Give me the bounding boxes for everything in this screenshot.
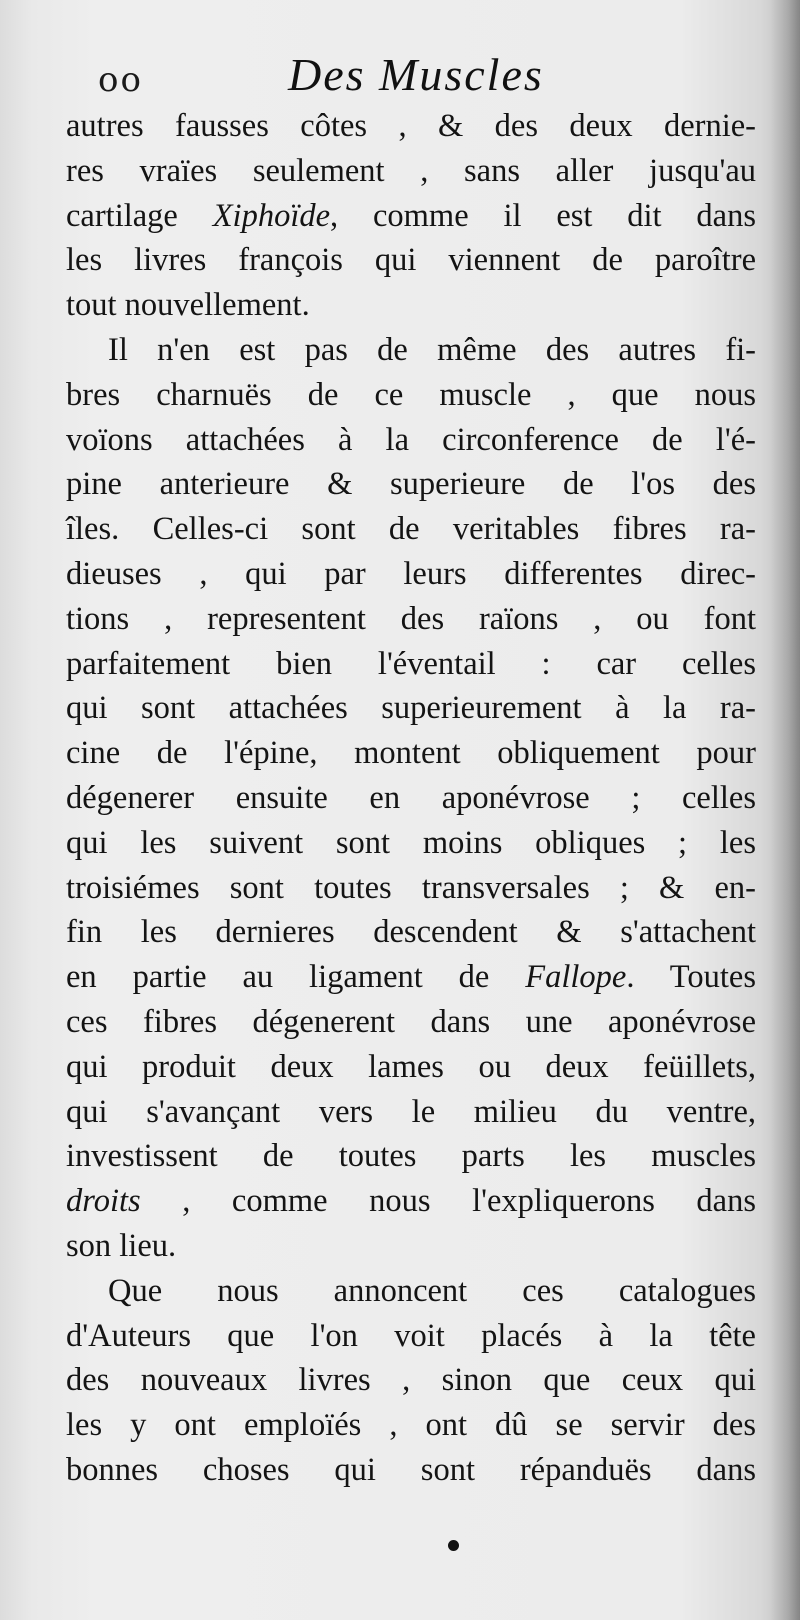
body-text [66,104,756,1493]
text-line [66,955,756,1000]
text-line: tions , representent des raïons , ou font [66,600,756,637]
ornament-dot [448,1540,459,1551]
text-line: pine anterieure & superieure de l'os des [66,466,756,503]
text-line [66,194,756,239]
text-segment: en partie au ligament de [66,959,526,996]
text-line: qui les suivent sont moins obliques ; les [66,824,756,861]
italic-term: droits [66,1183,141,1220]
text-segment: cartilage [66,197,213,234]
text-line: investissent de toutes parts les muscles [66,1138,756,1175]
text-line: dieuses , qui par leurs differentes direc- [66,555,756,592]
text-line: qui produit deux lames ou deux feüillets, [66,1048,756,1085]
text-line: fin les dernieres descendent & s'attachent [66,914,756,951]
italic-term: Fallope [525,959,627,996]
text-line: son lieu. [66,1227,177,1264]
text-line: qui s'avançant vers le milieu du ventre, [66,1093,756,1130]
text-line [66,1179,756,1224]
binding-shadow [770,0,800,1620]
text-line: ces fibres dégenerent dans une aponévrose [66,1003,756,1040]
italic-term: Xiphoïde [212,197,331,234]
text-line: cine de l'épine, montent obliquement pour [66,735,756,772]
text-line: dégenerer ensuite en aponévrose ; celles [66,779,756,816]
text-line: des nouveaux livres , sinon que ceux qui [66,1362,756,1399]
text-line: bres charnuës de ce muscle , que nous [66,376,756,413]
text-line: qui sont attachées superieurement à la ra- [66,690,756,727]
page-number: oo [98,60,143,100]
text-line: res vraïes seulement , sans aller jusqu'au [66,152,756,189]
text-line: Que nous annoncent ces catalogues [108,1272,756,1309]
text-line: bonnes choses qui sont répanduës dans [66,1451,756,1488]
text-line: voïons attachées à la circonference de l'é- [66,421,756,458]
text-segment: . Toutes [626,959,756,996]
text-segment: , comme nous l'expliquerons dans [140,1183,756,1220]
text-line: d'Auteurs que l'on voit placés à la tête [66,1317,756,1354]
page-header [98,48,658,108]
text-line: les y ont emploïés , ont dû se servir des [66,1407,756,1444]
text-line: autres fausses côtes , & des deux dernie- [66,108,756,144]
running-title: Des Muscles [288,49,544,100]
text-line: les livres françois qui viennent de paroître [66,242,756,279]
text-segment: , comme il est dit dans [330,197,756,234]
text-line: troisiémes sont toutes transversales ; & en- [66,869,756,906]
text-line: parfaitement bien l'éventail : car celles [66,645,756,682]
text-line: Il n'en est pas de même des autres fi- [108,331,756,368]
text-line: tout nouvellement. [66,287,310,324]
text-line: îles. Celles-ci sont de veritables fibres ra- [66,511,756,548]
